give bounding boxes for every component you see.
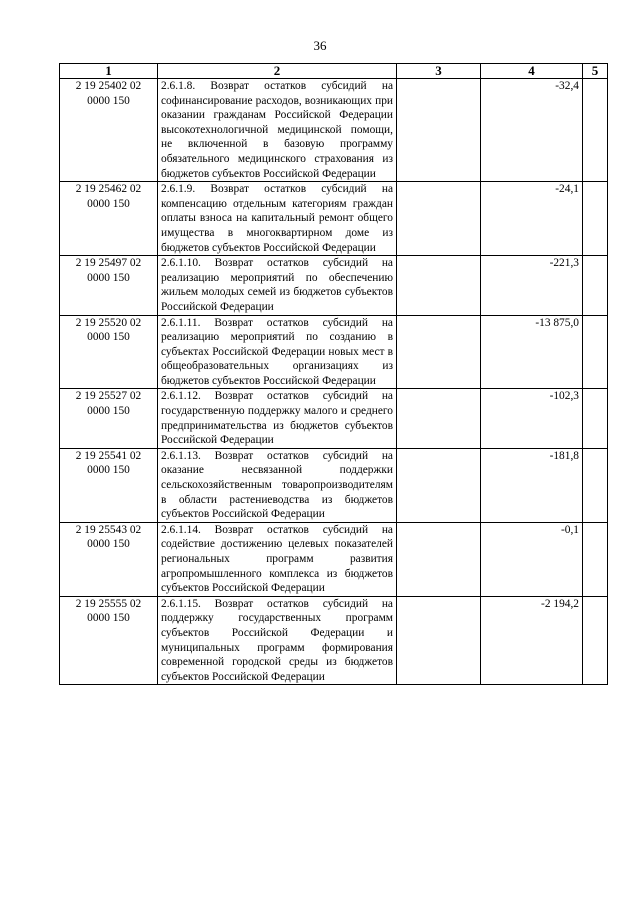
column-3-cell bbox=[397, 389, 481, 448]
column-5-cell bbox=[583, 448, 608, 522]
column-3-cell bbox=[397, 448, 481, 522]
table-row bbox=[60, 315, 608, 389]
amount-cell: -102,3 bbox=[481, 389, 583, 448]
budget-code-cell: 2 19 25462 02 0000 150 bbox=[60, 182, 158, 256]
column-3-cell bbox=[397, 79, 481, 182]
amount-cell: -24,1 bbox=[481, 182, 583, 256]
column-3-cell bbox=[397, 315, 481, 389]
column-5-cell bbox=[583, 315, 608, 389]
column-5-cell bbox=[583, 182, 608, 256]
table-row bbox=[60, 448, 608, 522]
description-cell: 2.6.1.15. Возврат остатков субсидий на поддержку государственных программ субъектов Российской Федерации и муниципальных программ формирования современной городской среды из бюджетов субъектов Российской Федерации bbox=[158, 596, 397, 685]
budget-table bbox=[59, 63, 608, 685]
table-row bbox=[60, 79, 608, 182]
description-cell: 2.6.1.14. Возврат остатков субсидий на содействие достижению целевых показателей региональных программ развития агропромышленного комплекса из бюджетов субъектов Российской Федерации bbox=[158, 522, 397, 596]
column-header-2: 2 bbox=[158, 64, 397, 79]
column-5-cell bbox=[583, 522, 608, 596]
amount-cell: -181,8 bbox=[481, 448, 583, 522]
amount-cell: -221,3 bbox=[481, 256, 583, 315]
table-row bbox=[60, 596, 608, 685]
description-cell: 2.6.1.10. Возврат остатков субсидий на реализацию мероприятий по обеспечению жильем молодых семей из бюджетов субъектов Российской Федерации bbox=[158, 256, 397, 315]
budget-code-cell: 2 19 25541 02 0000 150 bbox=[60, 448, 158, 522]
column-3-cell bbox=[397, 522, 481, 596]
description-cell: 2.6.1.12. Возврат остатков субсидий на государственную поддержку малого и среднего предпринимательства из бюджетов субъектов Российской Федерации bbox=[158, 389, 397, 448]
budget-code-cell: 2 19 25402 02 0000 150 bbox=[60, 79, 158, 182]
description-cell: 2.6.1.8. Возврат остатков субсидий на софинансирование расходов, возникающих при оказании гражданам Российской Федерации высокотехнологичной медицинской помощи, не включенной в базовую программу обязательного медицинского страхования из бюджетов субъектов Российской Федерации bbox=[158, 79, 397, 182]
column-3-cell bbox=[397, 596, 481, 685]
amount-cell: -13 875,0 bbox=[481, 315, 583, 389]
description-cell: 2.6.1.13. Возврат остатков субсидий на оказание несвязанной поддержки сельскохозяйственным товаропроизводителям в области растениеводства из бюджетов субъектов Российской Федерации bbox=[158, 448, 397, 522]
column-5-cell bbox=[583, 596, 608, 685]
column-header-4: 4 bbox=[481, 64, 583, 79]
budget-code-cell: 2 19 25527 02 0000 150 bbox=[60, 389, 158, 448]
column-5-cell bbox=[583, 256, 608, 315]
column-5-cell bbox=[583, 389, 608, 448]
column-3-cell bbox=[397, 182, 481, 256]
budget-code-cell: 2 19 25520 02 0000 150 bbox=[60, 315, 158, 389]
amount-cell: -2 194,2 bbox=[481, 596, 583, 685]
budget-code-cell: 2 19 25555 02 0000 150 bbox=[60, 596, 158, 685]
table-row bbox=[60, 256, 608, 315]
column-5-cell bbox=[583, 79, 608, 182]
table-row bbox=[60, 522, 608, 596]
page-number: 36 bbox=[313, 38, 327, 53]
budget-code-cell: 2 19 25497 02 0000 150 bbox=[60, 256, 158, 315]
budget-code-cell: 2 19 25543 02 0000 150 bbox=[60, 522, 158, 596]
amount-cell: -32,4 bbox=[481, 79, 583, 182]
table-row bbox=[60, 182, 608, 256]
table-row bbox=[60, 389, 608, 448]
column-3-cell bbox=[397, 256, 481, 315]
amount-cell: -0,1 bbox=[481, 522, 583, 596]
column-header-5: 5 bbox=[583, 64, 608, 79]
table-header-row bbox=[60, 64, 608, 79]
description-cell: 2.6.1.9. Возврат остатков субсидий на компенсацию отдельным категориям граждан оплаты взноса на капитальный ремонт общего имущества в многоквартирном доме из бюджетов субъектов Российской Федерации bbox=[158, 182, 397, 256]
description-cell: 2.6.1.11. Возврат остатков субсидий на реализацию мероприятий по созданию в субъектах Российской Федерации новых мест в общеобразовательных организациях из бюджетов субъектов Российской Федерации bbox=[158, 315, 397, 389]
column-header-1: 1 bbox=[60, 64, 158, 79]
column-header-3: 3 bbox=[397, 64, 481, 79]
